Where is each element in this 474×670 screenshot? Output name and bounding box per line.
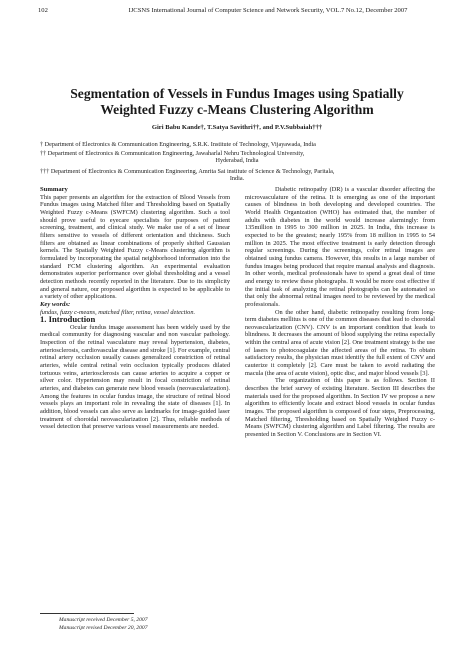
affiliation-3 <box>40 168 434 183</box>
page-number: 102 <box>38 7 48 14</box>
summary-text: This paper presents an algorithm for the extraction of Blood Vessels from Fundus images using Matched filter and Thresholding based on Spatially Weighted Fuzzy c-Means (SWFCM) clustering algorithm. Such a tool should prove useful to eyecare specialists for purposes of patient screening, treatment, and clinical study. We make use of a set of linear filters sensitive to vessels of different orientation and thickness. Such filters are obtained as linear combinations of properly shifted Gaussian kernels. The Spatially Weighted Fuzzy c-Means clustering algorithm is formulated by incorporating the spatial neighborhood information into the standard FCM clustering algorithm. An experimental evaluation demonstrates superior performance over global thresholding and a vessel detection methods recently reported in the literature. Due to its simplicity and general nature, our proposed algorithm is expected to be applicable to a variety of other applications. <box>40 193 230 301</box>
affiliation-2-line-2: Hyderabad, India <box>215 157 259 165</box>
left-column <box>40 186 230 431</box>
title-line-2: Weighted Fuzzy c-Means Clustering Algorithm <box>100 102 374 117</box>
journal-title: IJCSNS International Journal of Computer Science and Network Security, VOL.7 No.12, December 2007 <box>128 7 408 14</box>
keywords-text: fundus, fuzzy c-means, matched filter, retina, vessel detection. <box>40 308 196 316</box>
affiliation-3-line-1: ††† Department of Electronics & Communication Engineering, Amrita Sai institute of Science & Technology, Paritala, <box>40 168 335 175</box>
affiliation-2-line-1: †† Department of Electronics & Communication Engineering, Jawaharlal Nehru Technological University, <box>40 150 305 157</box>
footnote-divider <box>40 613 134 614</box>
paper-title <box>40 86 434 118</box>
right-column <box>245 186 435 439</box>
introduction-paragraph-1: Ocular fundus image assessment has been widely used by the medical community for diagnosing vascular and non vascular pathology. Inspection of the retinal vasculature may reveal hypertension, diabetes, arteriosclerosis, cardiovascular disease and stroke [1]. For example, central retinal artery occlusion usually causes generalized constriction of retinal arteries, while central retinal vein occlusion typically produces dilated tortuous veins, arteriosclerosis can cause arteries to acquire a copper or silver color. Hypertension may result in focal constriction of retinal arteries, and diabetes can generate new blood vessels (neovascularization). Among the features in ocular fundus image, the structure of retinal blood vessels plays an important role in revealing the state of diseases [1]. In addition, blood vessels can also serve as landmarks for image-guided laser treatment of choroidal neovascularization [2]. Thus, reliable methods of vessel detection that preserve various vessel measurements are needed. <box>40 323 230 431</box>
body-paragraph-2: On the other hand, diabetic retinopathy resulting from long-term diabetes mellitus is one of the common diseases that lead to choroidal neovascularization (CNV). CNV is an important condition that leads to blindness. It decreases the amount of blood supplying the retina especially within the central area of acute vision [2]. One treatment strategy is the use of lasers to photocoagulate the affected areas of the retina. To obtain satisfactory results, the physician must identify the full extent of CNV and cauterize it completely [2]. Care must be taken to avoid radiating the macula (the area of acute vision), optic disc, and major blood vessels [3]. <box>245 308 435 377</box>
keywords-heading: Key words: <box>40 300 71 308</box>
body-paragraph-1: Diabetic retinopathy (DR) is a vascular disorder affecting the microvasculature of the retina. It is emerging as one of the important causes of blindness in both developing and developed countries. The World Health Organization (WHO) has estimated that, the number of adults with diabetes in the world would increase alarmingly: from 135million in 1995 to 300 million in 2025. In India, this increase is expected to be the greatest; nearly 195% from 18 million in 1995 to 54 million in 2025. The most effective treatment is early detection through regular screenings. During the screenings, color retinal images are obtained using fundus camera. However, this results in a large number of fundus images being produced that require manual analysis and diagnosis. In other words, medical professionals have to spend a great deal of time and energy to review these photographs. It would be more cost effective if the initial task of analyzing the retinal photographs can be automated so that only the abnormal retinal images need to be reviewed by the medical professionals. <box>245 186 435 308</box>
affiliation-3-line-2: India. <box>229 175 245 183</box>
title-line-1: Segmentation of Vessels in Fundus Images using Spatially <box>70 86 404 101</box>
keywords-line <box>40 301 230 309</box>
manuscript-received: Manuscript received December 5, 2007 <box>59 617 148 623</box>
summary-heading: Summary <box>40 186 68 193</box>
author-list: Giri Babu Kande†, T.Satya Savithri††, and P.V.Subbaiah††† <box>151 124 323 131</box>
manuscript-revised: Manuscript revised December 20, 2007 <box>59 625 148 631</box>
affiliation-1: † Department of Electronics & Communication Engineering, S.R.K. Institute of Technology, Vijayawada, India <box>40 141 316 148</box>
body-paragraph-3: The organization of this paper is as follows. Section II describes the brief survey of existing literature. Section III describes the materials used for the proposed algorithm. In Section IV we propose a new algorithm to efficiently locate and extract blood vessels in ocular fundus images. The proposed algorithm is composed of four steps, Preprocessing, Matched filtering, Thresholding based on Spatially Weighted Fuzzy c-Means (SWFCM) clustering algorithm and Label filtering. The results are presented in Section V. Conclusions are in Section VI. <box>245 377 435 438</box>
affiliation-2 <box>40 150 434 165</box>
introduction-heading: 1. Introduction <box>40 314 96 325</box>
